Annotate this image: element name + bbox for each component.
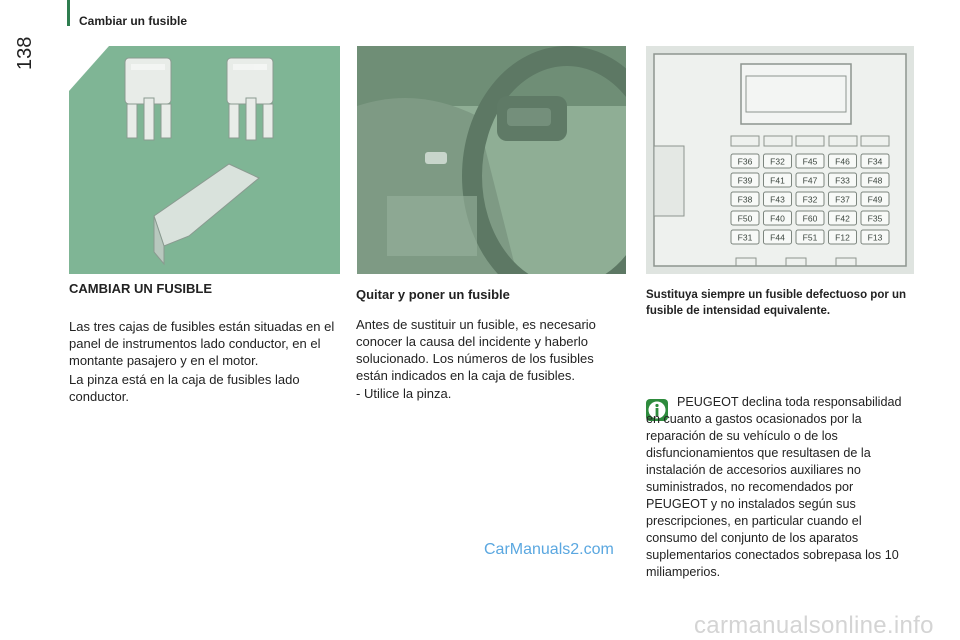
fuse-label: F34 [867, 156, 883, 167]
replacement-warning: Sustituya siempre un fusible defectuoso por un fusible de intensidad equivalente. [646, 289, 907, 317]
fuse-label: F43 [770, 194, 785, 205]
section-title-remove-fuse: Quitar y poner un fusible [356, 287, 510, 302]
fuse-label: F60 [802, 213, 818, 224]
header-accent-bar [67, 0, 70, 26]
fuse-label: F49 [867, 194, 883, 205]
fuse-label: F46 [835, 156, 850, 167]
fuse-label: F12 [835, 232, 850, 243]
page-header-title: Cambiar un fusible [79, 14, 188, 28]
fuse-label: F37 [835, 194, 850, 205]
fuse-label: F48 [867, 175, 883, 186]
watermark-carmanualsonline: carmanualsonline.info [694, 612, 934, 639]
fuse-label: F32 [770, 156, 785, 167]
fuse-label: F36 [737, 156, 753, 167]
fuse-label: F51 [802, 232, 818, 243]
fuses-illustration [69, 46, 340, 274]
fuse-label: F32 [802, 194, 818, 205]
dashboard-illustration [357, 46, 626, 274]
fuse-label: F44 [770, 232, 785, 243]
fuse-label: F40 [770, 213, 785, 224]
fuse-label: F45 [802, 156, 818, 167]
fuse-label: F31 [737, 232, 753, 243]
fuse-label: F38 [737, 194, 753, 205]
fusebox-diagram [646, 46, 914, 274]
fuse-label: F13 [867, 232, 883, 243]
fuse-label: F35 [867, 213, 883, 224]
page-number: 138 [14, 36, 36, 70]
fuse-label: F39 [737, 175, 753, 186]
info-disclaimer: PEUGEOT declina toda responsabilidad en cuanto a gastos ocasionados por la reparación de su vehículo o de los disfuncionamientos que resultasen de la instalación de accesorios auxiliares no suministrados, no recomendados por PEUGEOT y no instalados según sus prescripciones, en particular cuando el consumo del conjunto de los aparatos suplementarios conectados sobrepasa los 10 miliamperios. [646, 395, 902, 579]
fuse-label: F50 [737, 213, 753, 224]
fuse-label: F41 [770, 175, 785, 186]
section1-paragraph-1: Las tres cajas de fusibles están situadas en el panel de instrumentos lado conductor, en el montante pasajero y en el motor. [69, 319, 335, 368]
fuse-label: F42 [835, 213, 850, 224]
section-title-change-fuse: CAMBIAR UN FUSIBLE [69, 281, 212, 296]
fuse-label: F47 [802, 175, 818, 186]
section2-paragraph-2: - Utilice la pinza. [356, 386, 452, 401]
fuse-label: F33 [835, 175, 850, 186]
section1-paragraph-2: La pinza está en la caja de fusibles lado conductor. [69, 372, 300, 404]
watermark-carmanuals2: CarManuals2.com [484, 541, 614, 558]
section2-paragraph-1: Antes de sustituir un fusible, es necesario conocer la causa del incidente y haberlo solucionado. Los números de los fusibles están indicados en la caja de fusibles. [356, 317, 596, 383]
